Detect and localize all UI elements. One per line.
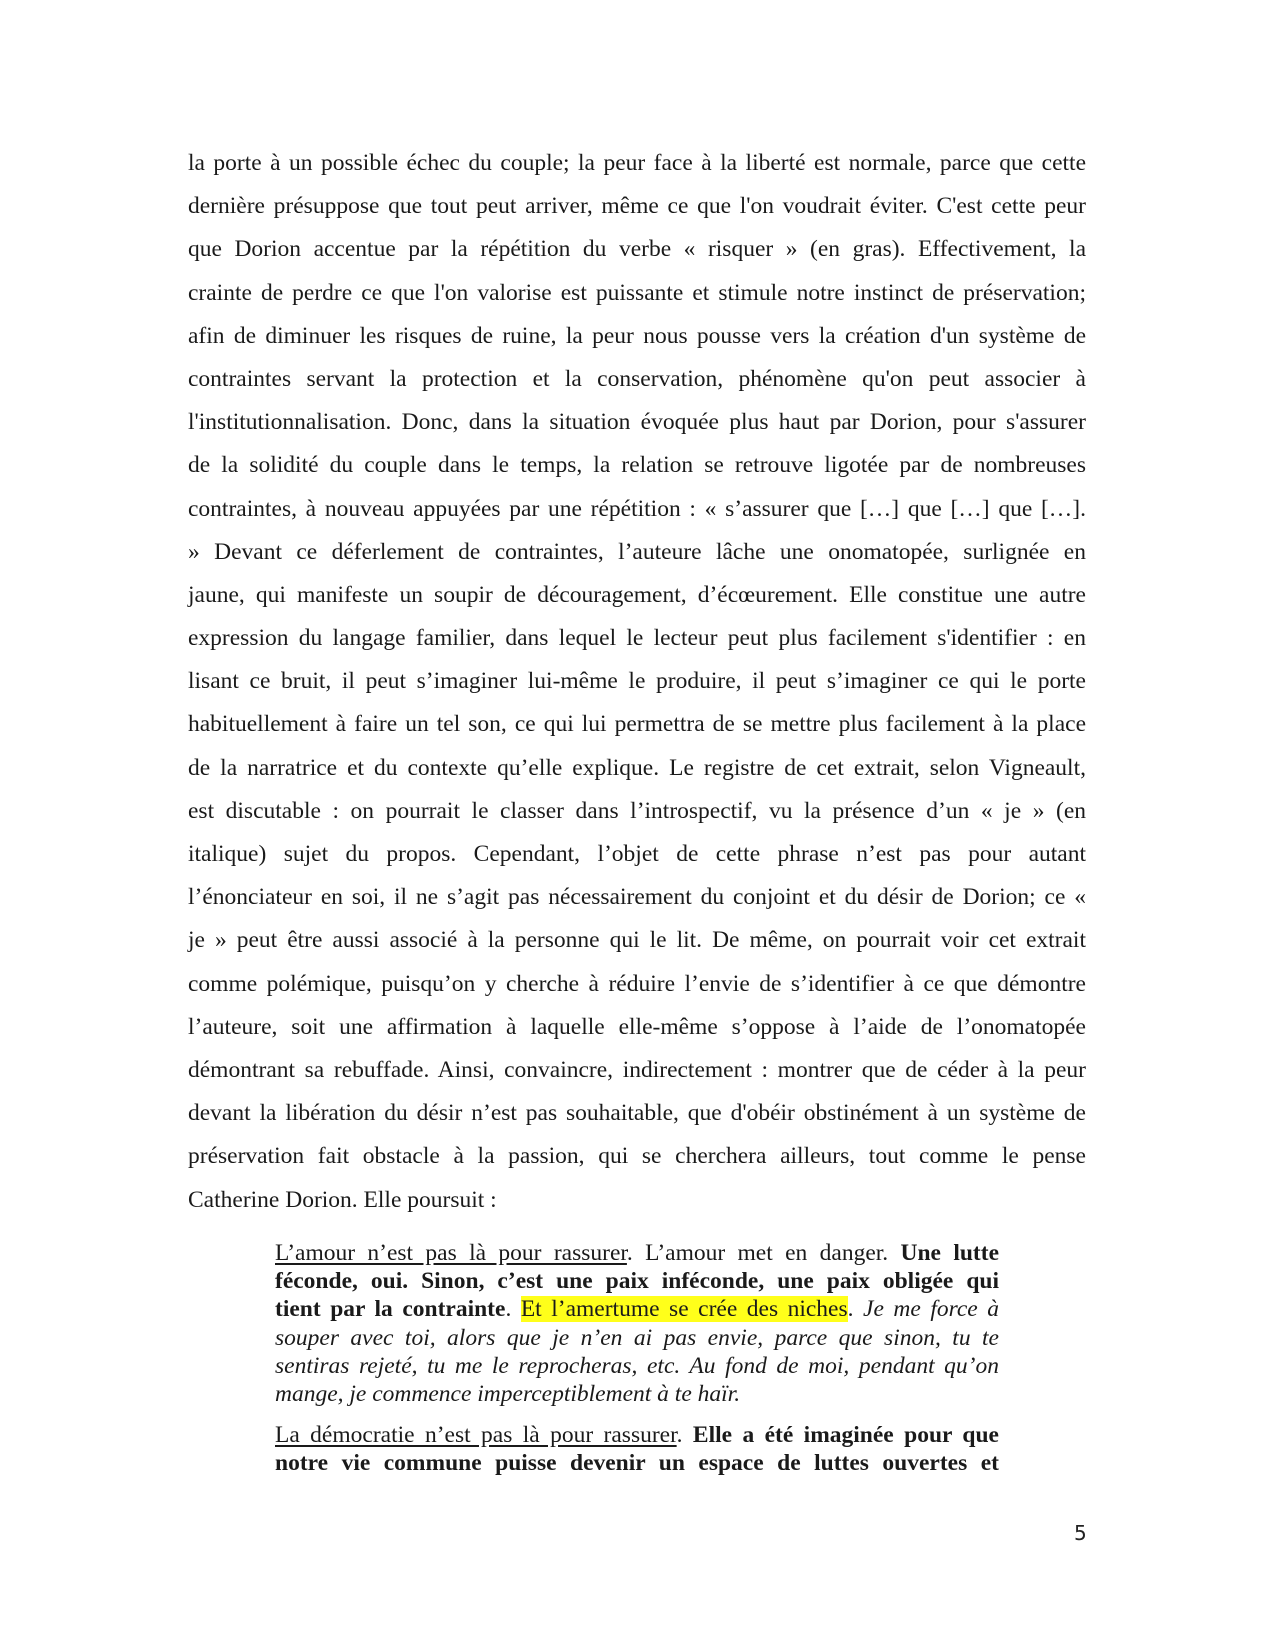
bold-text: Une lutte [900,1240,999,1266]
quote-line [275,1239,999,1267]
text-line: la porte à un possible échec du couple; la peur face à la liberté est normale, parce que cette [188,150,1086,176]
text-line: » Devant ce déferlement de contraintes, l’auteure lâche une onomatopée, surlignée en [188,538,1086,565]
quote-line [275,1295,999,1323]
plain-text: . [676,1422,693,1449]
quote-line: notre vie commune puisse devenir un espace de luttes ouvertes et [275,1450,999,1477]
paragraph-spacer [275,1408,999,1421]
plain-text: . L’amour met en danger. [626,1240,901,1266]
text-line: dernière présuppose que tout peut arriver, même ce que l'on voudrait éviter. C'est cette peur [188,193,1086,220]
text-line: démontrant sa rebuffade. Ainsi, convaincre, indirectement : montrer que de céder à la peur [188,1056,1086,1083]
text-line: contraintes, à nouveau appuyées par une répétition : « s’assurer que […] que […] que […]. [188,495,1086,522]
body-paragraph [188,142,1086,1222]
plain-text: . [847,1296,864,1323]
text-line: l'institutionnalisation. Donc, dans la situation évoquée plus haut par Dorion, pour s'assurer [188,409,1086,436]
underlined-text: L’amour n’est pas là pour rassurer [275,1240,627,1266]
text-line: lisant ce bruit, il peut s’imaginer lui-même le produire, il peut s’imaginer ce qui le porte [188,668,1086,695]
quote-line: souper avec toi, alors que je n’en ai pas envie, parce que sinon, tu te [275,1324,999,1351]
text-line: je » peut être aussi associé à la personne qui le lit. De même, on pourrait voir cet extrait [188,927,1086,954]
underlined-text: La démocratie n’est pas là pour rassurer [275,1422,677,1449]
quote-line [275,1421,999,1449]
page-number: 5 [1074,1521,1087,1545]
text-line: contraintes servant la protection et la conservation, phénomène qu'on peut associer à [188,365,1086,392]
text-line: est discutable : on pourrait le classer dans l’introspectif, vu la présence d’un « je » (en [188,797,1086,824]
text-line: devant la libération du désir n’est pas souhaitable, que d'obéir obstinément à un système de [188,1100,1086,1127]
block-quote [275,1239,999,1478]
text-line: de la narratrice et du contexte qu’elle explique. Le registre de cet extrait, selon Vigneault, [188,754,1086,781]
text-line: préservation fait obstacle à la passion, qui se cherchera ailleurs, tout comme le pense [188,1143,1086,1170]
text-line: que Dorion accentue par la répétition du verbe « risquer » (en gras). Effectivement, la [188,236,1086,263]
text-line: l’énonciateur en soi, il ne s’agit pas nécessairement du conjoint et du désir de Dorion; ce « [188,884,1086,911]
text-line: comme polémique, puisqu’on y cherche à réduire l’envie de s’identifier à ce que démontre [188,970,1086,997]
highlighted-text: Et l’amertume se crée des niches [520,1296,848,1323]
plain-text: . [505,1296,521,1323]
quote-line: sentiras rejeté, tu me le reprocheras, etc. Au fond de moi, pendant qu’on [275,1352,999,1379]
quote-line: mange, je commence imperceptiblement à te haïr. [275,1380,741,1407]
text-line: crainte de perdre ce que l'on valorise est puissante et stimule notre instinct de préservation; [188,279,1086,306]
text-line: italique) sujet du propos. Cependant, l’objet de cette phrase n’est pas pour autant [188,841,1086,867]
bold-text: tient par la contrainte [275,1296,506,1323]
quote-line: féconde, oui. Sinon, c’est une paix inféconde, une paix obligée qui [275,1268,999,1295]
italic-text: Je me force à [863,1296,999,1323]
text-line: Catherine Dorion. Elle poursuit : [188,1186,497,1213]
text-line: afin de diminuer les risques de ruine, la peur nous pousse vers la création d'un système de [188,322,1086,349]
text-line: jaune, qui manifeste un soupir de découragement, d’écœurement. Elle constitue une autre [188,581,1086,608]
text-line: expression du langage familier, dans lequel le lecteur peut plus facilement s'identifier : en [188,625,1086,652]
bold-text: Elle a été imaginée pour que [692,1422,999,1449]
text-line: habituellement à faire un tel son, ce qui lui permettra de se mettre plus facilement à la place [188,711,1086,738]
text-line: de la solidité du couple dans le temps, la relation se retrouve ligotée par de nombreuses [188,452,1086,479]
text-line: l’auteure, soit une affirmation à laquelle elle-même s’oppose à l’aide de l’onomatopée [188,1013,1086,1040]
